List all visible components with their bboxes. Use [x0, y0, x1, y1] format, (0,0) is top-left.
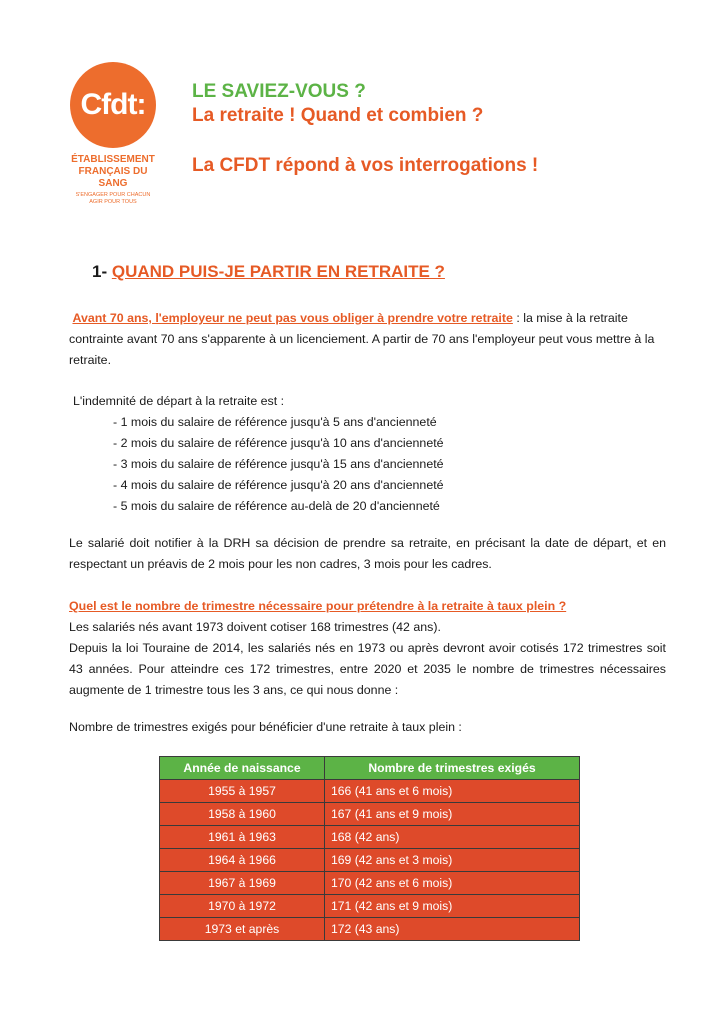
- indemnite-list: [69, 412, 666, 517]
- table-row: [160, 826, 580, 849]
- cell-trimestres: 169 (42 ans et 3 mois): [325, 849, 580, 872]
- section-number: 1-: [92, 262, 112, 281]
- table-row: [160, 895, 580, 918]
- intro-warning: Avant 70 ans, l'employeur ne peut pas vous obliger à prendre votre retraite: [72, 311, 513, 325]
- trimestres-p1: Les salariés nés avant 1973 doivent cotiser 168 trimestres (42 ans).: [69, 620, 441, 634]
- list-item: - 5 mois du salaire de référence au-delà de 20 d'ancienneté: [113, 496, 666, 517]
- list-item: - 2 mois du salaire de référence jusqu'à 10 ans d'ancienneté: [113, 433, 666, 454]
- logo-tagline: [70, 192, 156, 206]
- cell-trimestres: 171 (42 ans et 9 mois): [325, 895, 580, 918]
- table-row: [160, 849, 580, 872]
- logo-tag-1: S'ENGAGER POUR CHACUN: [75, 192, 151, 198]
- cell-annee: 1955 à 1957: [160, 780, 325, 803]
- header-kicker: LE SAVIEZ-VOUS ?: [192, 81, 366, 102]
- cell-trimestres: 172 (43 ans): [325, 918, 580, 941]
- cell-annee: 1967 à 1969: [160, 872, 325, 895]
- cell-trimestres: 168 (42 ans): [325, 826, 580, 849]
- logo-line-1: ÉTABLISSEMENT: [71, 154, 155, 165]
- table-row: [160, 803, 580, 826]
- intro-rest: : la mise à la retraite contrainte avant 70 ans s'apparente à un licenciement. A partir de 70 ans l'employeur peut vous mettre à la retraite.: [69, 311, 655, 367]
- logo-subtitle: [70, 154, 156, 190]
- list-item: - 3 mois du salaire de référence jusqu'à 15 ans d'ancienneté: [113, 454, 666, 475]
- header-subtitle: La CFDT répond à vos interrogations !: [192, 155, 539, 176]
- table-header-row: [160, 757, 580, 780]
- section-title-text: QUAND PUIS-JE PARTIR EN RETRAITE ?: [111, 262, 445, 281]
- cell-annee: 1961 à 1963: [160, 826, 325, 849]
- logo-circle: [70, 62, 156, 148]
- cell-annee: 1964 à 1966: [160, 849, 325, 872]
- column-header-trimestres: Nombre de trimestres exigés: [325, 757, 580, 780]
- cell-trimestres: 166 (41 ans et 6 mois): [325, 780, 580, 803]
- cfdt-logo: [70, 62, 156, 206]
- trimestres-p2: Depuis la loi Touraine de 2014, les salariés nés en 1973 ou après devront avoir cotisés 172 trimestres soit 43 années. Pour atteindre ces 172 trimestres, entre 2020 et 2035 le nombre de trimestres nécessaires augmente de 1 trimestre tous les 3 ans, ce qui nous donne :: [69, 641, 666, 697]
- column-header-annee: Année de naissance: [160, 757, 325, 780]
- notice-paragraph: Le salarié doit notifier à la DRH sa décision de prendre sa retraite, en précisant la date de départ, et en respectant un préavis de 2 mois pour les non cadres, 3 mois pour les cadres.: [69, 536, 666, 571]
- cell-trimestres: 167 (41 ans et 9 mois): [325, 803, 580, 826]
- intro-paragraph: [69, 308, 666, 371]
- logo-tag-2: AGIR POUR TOUS: [89, 199, 137, 205]
- cell-annee: 1970 à 1972: [160, 895, 325, 918]
- trimestres-question: Quel est le nombre de trimestre nécessaire pour prétendre à la retraite à taux plein ?: [69, 599, 567, 613]
- table-row: [160, 780, 580, 803]
- page-header: [192, 80, 538, 178]
- table-lead: Nombre de trimestres exigés pour bénéficier d'une retraite à taux plein :: [69, 720, 462, 734]
- list-item: - 1 mois du salaire de référence jusqu'à 5 ans d'ancienneté: [113, 412, 666, 433]
- indemnite-lead: L'indemnité de départ à la retraite est :: [73, 394, 285, 408]
- table-row: [160, 872, 580, 895]
- list-item: - 4 mois du salaire de référence jusqu'à 20 ans d'ancienneté: [113, 475, 666, 496]
- indemnite-block: [69, 391, 666, 517]
- table-row: [160, 918, 580, 941]
- trimestres-block: [69, 596, 666, 701]
- section-heading: [92, 262, 445, 282]
- logo-brand: Cfdt:: [80, 88, 146, 121]
- cell-annee: 1973 et après: [160, 918, 325, 941]
- header-title: La retraite ! Quand et combien ?: [192, 105, 484, 126]
- trimestres-table: [159, 756, 580, 941]
- cell-annee: 1958 à 1960: [160, 803, 325, 826]
- cell-trimestres: 170 (42 ans et 6 mois): [325, 872, 580, 895]
- logo-line-2: FRANÇAIS DU SANG: [78, 166, 148, 189]
